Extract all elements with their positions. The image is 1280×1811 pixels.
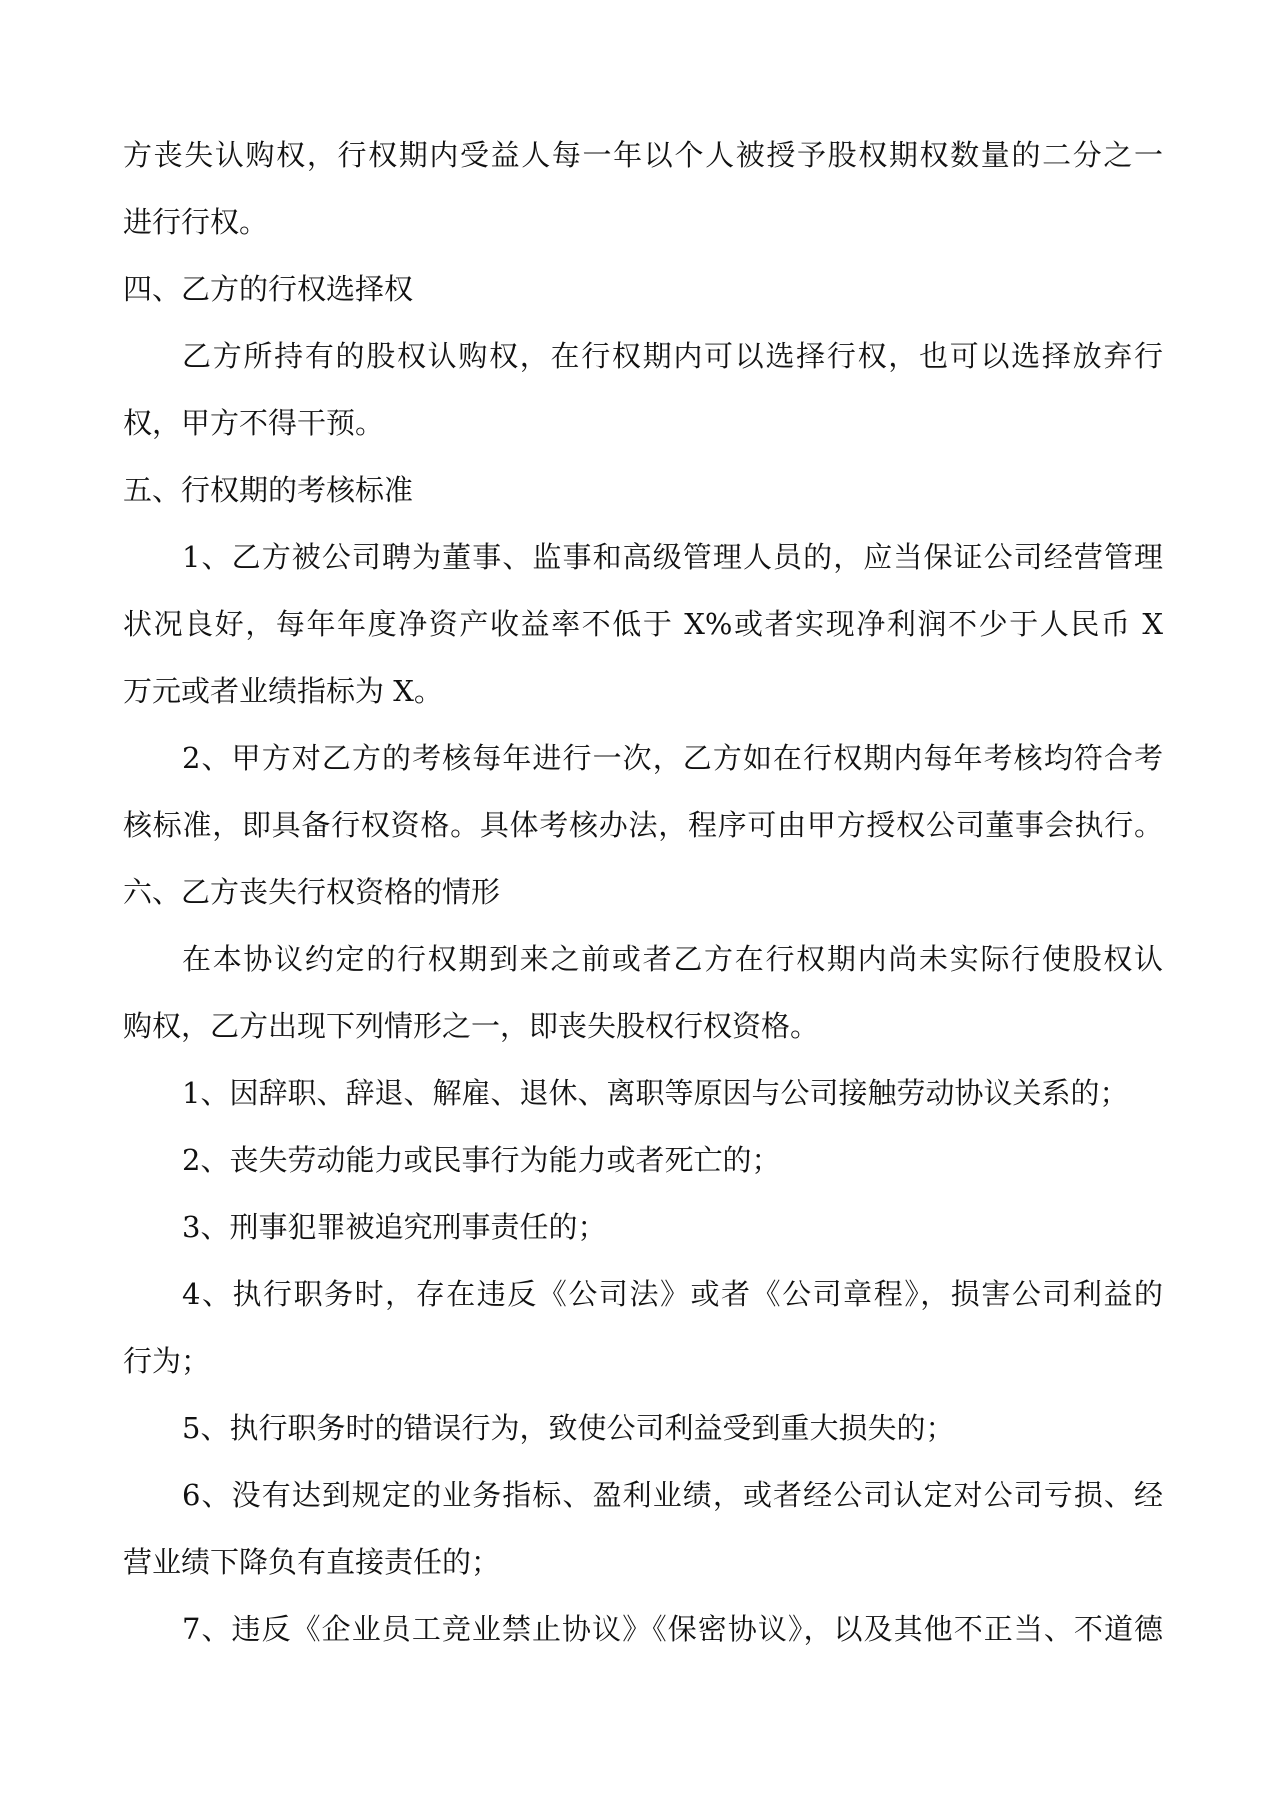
body-text-line: 状况良好，每年年度净资产收益率不低于 X%或者实现净利润不少于人民币 X — [123, 607, 1163, 641]
list-item: 1、因辞职、辞退、解雇、退休、离职等原因与公司接触劳动协议关系的； — [182, 1076, 1129, 1110]
list-item: 5、执行职务时的错误行为，致使公司利益受到重大损失的； — [182, 1411, 955, 1445]
list-item: 6、没有达到规定的业务指标、盈利业绩，或者经公司认定对公司亏损、经 — [182, 1478, 1163, 1512]
list-item: 4、执行职务时，存在违反《公司法》或者《公司章程》，损害公司利益的 — [182, 1277, 1163, 1311]
body-text-line: 乙方所持有的股权认购权，在行权期内可以选择行权，也可以选择放弃行 — [182, 339, 1163, 373]
body-text-line: 在本协议约定的行权期到来之前或者乙方在行权期内尚未实际行使股权认 — [182, 942, 1163, 976]
body-text-line: 1、乙方被公司聘为董事、监事和高级管理人员的，应当保证公司经营管理 — [182, 540, 1163, 574]
body-text-line: 核标准，即具备行权资格。具体考核办法，程序可由甲方授权公司董事会执行。 — [123, 808, 1163, 842]
body-text-line: 万元或者业绩指标为 X。 — [123, 674, 443, 708]
body-text-line: 2、甲方对乙方的考核每年进行一次，乙方如在行权期内每年考核均符合考 — [182, 741, 1163, 775]
body-text-line: 行为； — [123, 1344, 211, 1378]
body-text-line: 购权，乙方出现下列情形之一，即丧失股权行权资格。 — [123, 1009, 820, 1043]
list-item: 3、刑事犯罪被追究刑事责任的； — [182, 1210, 607, 1244]
section-heading: 六、乙方丧失行权资格的情形 — [123, 875, 501, 909]
body-text-line: 进行行权。 — [123, 205, 269, 239]
section-heading: 四、乙方的行权选择权 — [123, 272, 414, 306]
body-text-line: 权，甲方不得干预。 — [123, 406, 385, 440]
list-item: 2、丧失劳动能力或民事行为能力或者死亡的； — [182, 1143, 781, 1177]
body-text-line: 方丧失认购权，行权期内受益人每一年以个人被授予股权期权数量的二分之一 — [123, 138, 1163, 172]
body-text-line: 营业绩下降负有直接责任的； — [123, 1545, 501, 1579]
section-heading: 五、行权期的考核标准 — [123, 473, 414, 507]
list-item: 7、违反《企业员工竞业禁止协议》《保密协议》，以及其他不正当、不道德 — [182, 1612, 1163, 1646]
